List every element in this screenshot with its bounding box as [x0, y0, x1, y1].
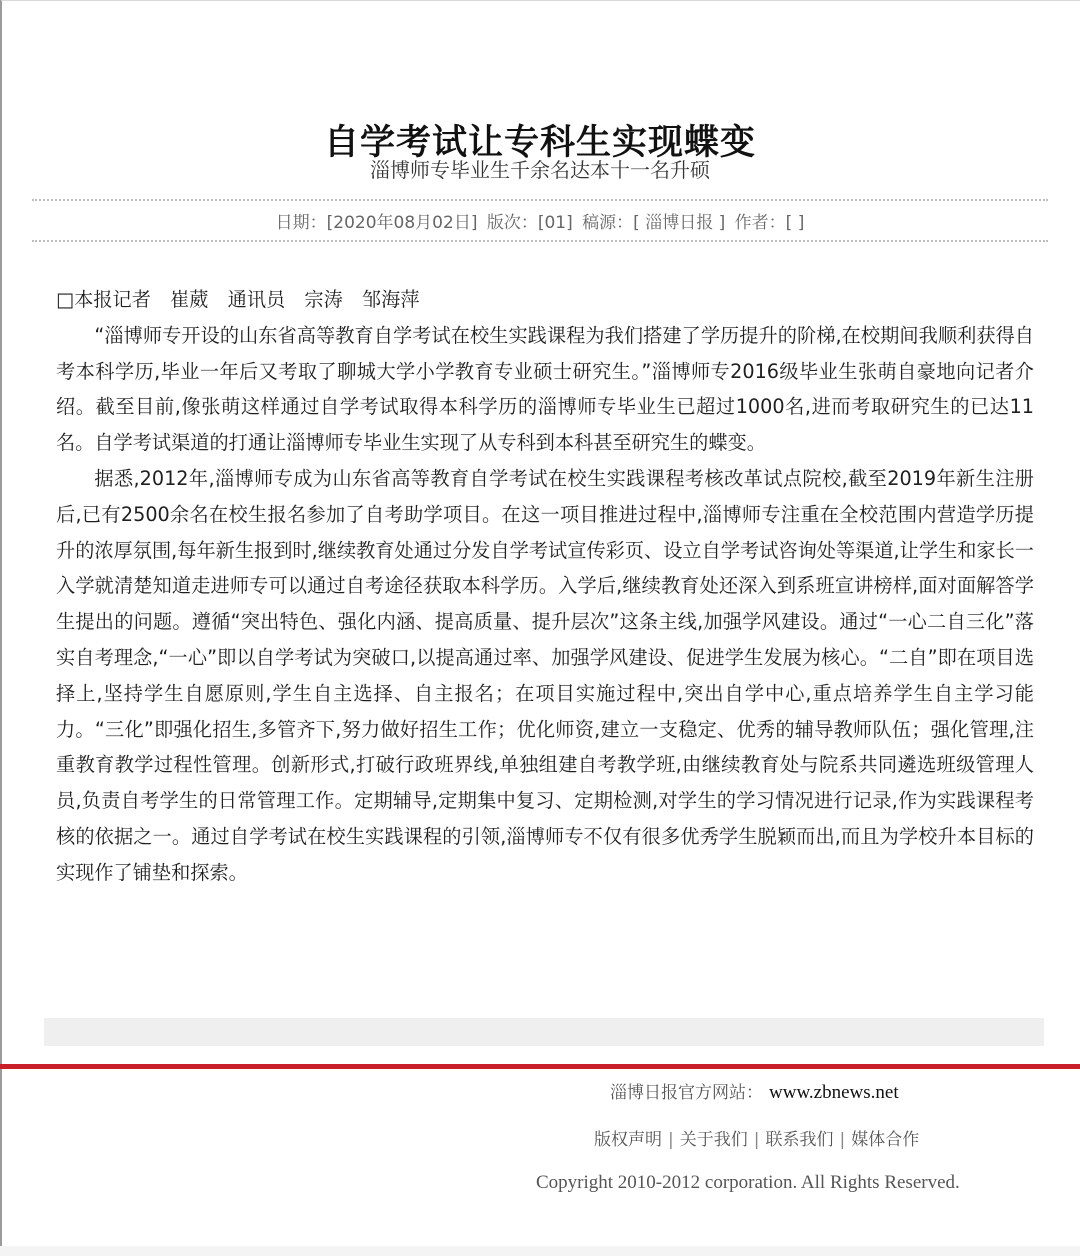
footer-link-copyright[interactable]: 版权声明 [594, 1130, 662, 1150]
article-title: 自学考试让专科生实现蝶变 [323, 123, 756, 164]
footer-separator: | [753, 1130, 760, 1150]
article-meta [0, 208, 1080, 233]
article-byline: □本报记者 崔葳 通讯员 宗涛 邹海萍 [56, 288, 420, 311]
footer-separator: | [668, 1130, 674, 1150]
footer-separator: | [839, 1130, 846, 1150]
meta-date: 日期：[2020年08月02日] [275, 213, 478, 233]
divider-dotted-bottom [32, 240, 1048, 242]
footer-copyright: Copyright 2010-2012 corporation. All Rights Reserved. [536, 1172, 960, 1193]
article-paragraph: “淄博师专开设的山东省高等教育自学考试在校生实践课程为我们搭建了学历提升的阶梯,在校期间我顺利获得自考本科学历,毕业一年后又考取了聊城大学小学教育专业硕士研究生。”淄博师专2016级毕业生张萌自豪地向记者介绍。截至目前,像张萌这样通过自学考试取得本科学历的淄博师专毕业生已超过1000名,进而考取研究生的已达11名。自学考试渠道的打通让淄博师专毕业生实现了从专科到本科甚至研究生的蝶变。 [56, 323, 1034, 455]
meta-edition: 版次：[01] [486, 213, 573, 233]
content-end-bar [44, 1018, 1044, 1046]
footer-site-label: 淄博日报官方网站： [610, 1083, 763, 1103]
meta-author: 作者：[ ] [734, 213, 805, 233]
footer-links [594, 1125, 919, 1150]
page-bottom-edge [0, 1246, 1080, 1256]
article-body [56, 282, 1034, 891]
footer-link-contact[interactable]: 联系我们 [765, 1130, 834, 1150]
footer-link-about[interactable]: 关于我们 [679, 1130, 748, 1150]
footer-link-media[interactable]: 媒体合作 [851, 1130, 920, 1150]
meta-source: 稿源：[ 淄博日报 ] [582, 213, 726, 233]
article-subtitle: 淄博师专毕业生千余名达本十一名升硕 [370, 158, 710, 182]
footer-site-url-link[interactable]: www.zbnews.net [769, 1082, 899, 1103]
article-paragraph: 据悉,2012年,淄博师专成为山东省高等教育自学考试在校生实践课程考核改革试点院校,截至2019年新生注册后,已有2500余名在校生报名参加了自考助学项目。在这一项目推进过程中,淄博师专注重在全校范围内营造学历提升的浓厚氛围,每年新生报到时,继续教育处通过分发自学考试宣传彩页、设立自学考试咨询处等渠道,让学生和家长一入学就清楚知道走进师专可以通过自考途径获取本科学历。入学后,继续教育处还深入到系班宣讲榜样,面对面解答学生提出的问题。遵循“突出特色、强化内涵、提高质量、提升层次”这条主线,加强学风建设。通过“一心二自三化”落实自考理念,“一心”即以自学考试为突破口,以提高通过率、加强学风建设、促进学生发展为核心。“二自”即在项目选择上,坚持学生自愿原则,学生自主选择、自主报名；在项目实施过程中,突出自学中心,重点培养学生自主学习能力。“三化”即强化招生,多管齐下,努力做好招生工作；优化师资,建立一支稳定、优秀的辅导教师队伍；强化管理,注重教育教学过程性管理。创新形式,打破行政班界线,单独组建自考教学班,由继续教育处与院系共同遴选班级管理人员,负责自考学生的日常管理工作。定期辅导,定期集中复习、定期检测,对学生的学习情况进行记录,作为实践课程考核的依据之一。通过自学考试在校生实践课程的引领,淄博师专不仅有很多优秀学生脱颖而出,而且为学校升本目标的实现作了铺垫和探索。 [56, 466, 1034, 884]
footer-site-info [610, 1078, 899, 1104]
footer-accent-line [0, 1064, 1080, 1069]
divider-dotted-top [32, 199, 1048, 201]
